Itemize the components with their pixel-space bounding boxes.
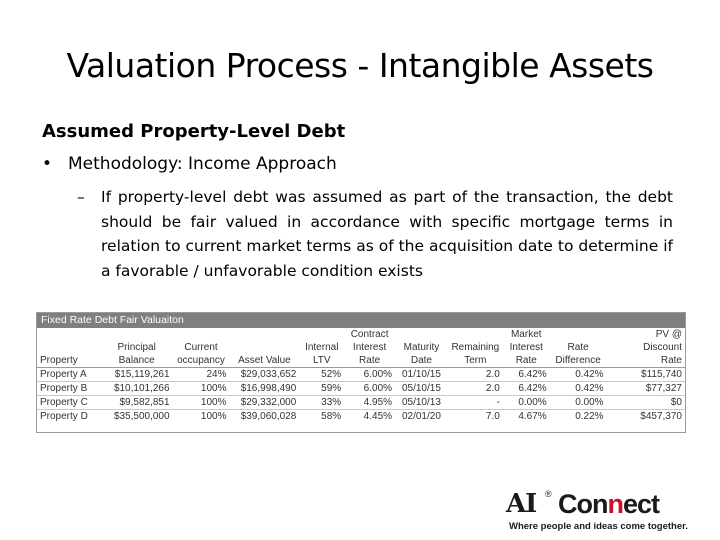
table-cell: 02/01/20 — [401, 411, 441, 422]
logo-wordmark-post: ect — [622, 489, 660, 519]
logo-tagline: Where people and ideas come together. — [509, 521, 688, 532]
table-row — [37, 382, 685, 396]
header-cell: Rate — [607, 354, 685, 368]
table-cell: $29,033,652 — [229, 368, 299, 382]
table-cell: 05/10/13 — [395, 396, 448, 410]
header-cell — [37, 328, 101, 341]
header-cell: Market — [510, 329, 542, 340]
logo-wordmark-accent: n — [607, 489, 623, 519]
section-subtitle: Assumed Property-Level Debt — [42, 121, 346, 142]
header-cell: PV @ — [655, 329, 682, 340]
table-cell: 4.67% — [518, 411, 547, 422]
table-cell: $77,327 — [607, 382, 685, 396]
bullet-text: Methodology: Income Approach — [68, 154, 337, 174]
slide-title: Valuation Process - Intangible Assets — [66, 46, 654, 85]
header-cell — [448, 328, 503, 341]
table-cell: 24% — [173, 368, 230, 382]
table-cell: 4.95% — [344, 396, 395, 410]
header-cell: Balance — [101, 354, 173, 368]
table-cell: 0.22% — [575, 411, 604, 422]
table-cell: 0.42% — [550, 382, 607, 396]
header-cell — [101, 328, 173, 341]
table-cell: 6.00% — [344, 368, 395, 382]
table-cell: $35,500,000 — [113, 411, 170, 422]
header-row-1 — [37, 328, 685, 341]
header-cell — [299, 328, 344, 341]
header-cell: Current — [184, 342, 218, 353]
header-cell: Maturity — [403, 342, 440, 353]
table-cell: 01/10/15 — [395, 368, 448, 382]
header-cell: Discount — [643, 342, 682, 353]
table-cell: - — [448, 396, 503, 410]
table-cell: 59% — [299, 382, 344, 396]
table-cell: 4.45% — [363, 411, 393, 422]
logo-ai-mark: AI — [506, 489, 537, 519]
bullet-dot: • — [42, 154, 53, 174]
header-cell — [550, 328, 607, 341]
table-cell: 7.0 — [485, 411, 500, 422]
header-cell — [395, 328, 448, 341]
header-cell: Date — [395, 354, 448, 368]
header-cell: Principal — [117, 342, 156, 353]
table-cell: Property B — [37, 382, 101, 396]
header-row-2 — [37, 341, 685, 354]
table-cell: 58% — [321, 411, 342, 422]
table-title: Fixed Rate Debt Fair Valuaiton — [37, 313, 685, 328]
table-cell: Property D — [40, 411, 88, 422]
header-cell: occupancy — [173, 354, 230, 368]
header-cell: Property — [37, 354, 101, 368]
header-cell: Asset Value — [229, 354, 299, 368]
table-cell: 33% — [299, 396, 344, 410]
table-cell: $10,101,266 — [101, 382, 173, 396]
table-cell: 0.00% — [503, 396, 550, 410]
header-cell: Contract — [350, 329, 389, 340]
table-cell: $9,582,851 — [101, 396, 173, 410]
bullet-methodology — [42, 154, 337, 174]
table-cell: 6.00% — [344, 382, 395, 396]
table-cell: $29,332,000 — [229, 396, 299, 410]
header-cell: Rate — [503, 354, 550, 368]
logo-wordmark — [558, 489, 659, 520]
table-grid — [37, 328, 685, 423]
table-cell: 2.0 — [448, 368, 503, 382]
table-cell: 0.42% — [550, 368, 607, 382]
header-cell: Difference — [550, 354, 607, 368]
sub-bullet-dash: – — [77, 188, 85, 206]
ai-connect-logo — [506, 489, 691, 534]
header-cell: Term — [448, 354, 503, 368]
sub-bullet-text: If property-level debt was assumed as part of the transaction, the debt should be fair valued in accordance with specific mortgage terms in relation to current market terms as of the acquisition date to determine if a favorable / unfavorable condition exists — [101, 188, 673, 280]
header-cell — [229, 341, 299, 354]
header-cell: Interest — [509, 342, 543, 353]
table-cell: $39,060,028 — [240, 411, 297, 422]
header-cell — [37, 341, 101, 354]
header-cell: LTV — [299, 354, 344, 368]
table-cell: $457,370 — [640, 411, 682, 422]
table-cell: $115,740 — [607, 368, 685, 382]
table-row — [37, 368, 685, 382]
table-cell: $16,998,490 — [229, 382, 299, 396]
logo-registered-mark: ® — [545, 489, 552, 499]
table-cell: $0 — [607, 396, 685, 410]
header-row-3 — [37, 354, 685, 368]
table-cell: 6.42% — [503, 368, 550, 382]
table-cell: 100% — [173, 396, 230, 410]
table-row — [37, 410, 685, 424]
table-cell: 0.00% — [550, 396, 607, 410]
header-cell: Internal — [305, 342, 339, 353]
table-cell: Property A — [37, 368, 101, 382]
table-cell: 52% — [299, 368, 344, 382]
table-cell: 100% — [173, 382, 230, 396]
header-cell: Remaining — [451, 342, 500, 353]
header-cell: Interest — [352, 342, 387, 353]
header-cell: Rate — [567, 342, 589, 353]
logo-wordmark-pre: Con — [558, 489, 608, 519]
table-cell: Property C — [37, 396, 101, 410]
table-cell: 2.0 — [448, 382, 503, 396]
table-cell: 6.42% — [503, 382, 550, 396]
debt-fair-value-table — [36, 312, 686, 433]
header-cell — [173, 328, 230, 341]
table-row — [37, 396, 685, 410]
header-cell: Rate — [344, 354, 395, 368]
table-cell: 05/10/15 — [395, 382, 448, 396]
sub-bullet-debt-fair-value — [77, 185, 673, 283]
table-cell: 100% — [200, 411, 227, 422]
table-cell: $15,119,261 — [101, 368, 173, 382]
header-cell — [229, 328, 299, 341]
